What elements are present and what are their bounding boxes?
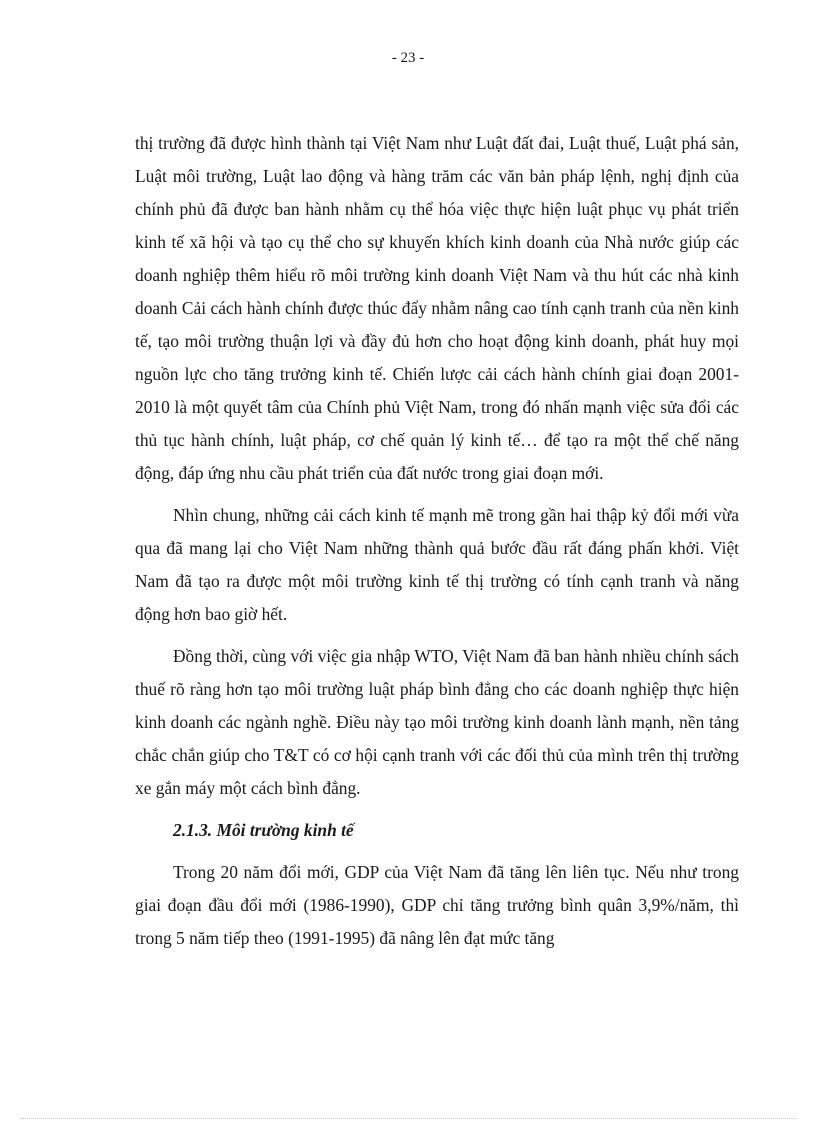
page-bottom-rule xyxy=(20,1118,796,1119)
paragraph-overview: Nhìn chung, những cải cách kinh tế mạnh mẽ trong gần hai thập kỷ đổi mới vừa qua đã mang lại cho Việt Nam những thành quả bước đầu rất đáng phấn khởi. Việt Nam đã tạo ra được một môi trường kinh tế thị trường có tính cạnh tranh và năng động hơn bao giờ hết. xyxy=(135,505,739,624)
paragraph-gdp: Trong 20 năm đổi mới, GDP của Việt Nam đã tăng lên liên tục. Nếu như trong giai đoạn đầu đổi mới (1986-1990), GDP chỉ tăng trưởng bình quân 3,9%/năm, thì trong 5 năm tiếp theo (1991-1995) đã nâng lên đạt mức tăng xyxy=(135,862,739,948)
page-number: - 23 - xyxy=(391,50,425,66)
document-body xyxy=(135,127,739,955)
section-heading-economic-environment: 2.1.3. Môi trường kinh tế xyxy=(173,820,354,840)
paragraph-wto: Đồng thời, cùng với việc gia nhập WTO, Việt Nam đã ban hành nhiều chính sách thuế rõ ràng hơn tạo môi trường luật pháp bình đẳng cho các doanh nghiệp thực hiện kinh doanh các ngành nghề. Điều này tạo môi trường kinh doanh lành mạnh, nền tảng chắc chắn giúp cho T&T có cơ hội cạnh tranh với các đối thủ của mình trên thị trường xe gắn máy một cách bình đẳng. xyxy=(135,646,739,798)
paragraph-legal-reform: thị trường đã được hình thành tại Việt Nam như Luật đất đai, Luật thuế, Luật phá sản, Luật môi trường, Luật lao động và hàng trăm các văn bản pháp lệnh, nghị định của chính phủ đã được ban hành nhằm cụ thể hóa việc thực hiện luật phục vụ phát triển kinh tế xã hội và tạo cụ thể cho sự khuyến khích kinh doanh của Nhà nước giúp các doanh nghiệp thêm hiểu rõ môi trường kinh doanh Việt Nam và thu hút các nhà kinh doanh Cải cách hành chính được thúc đẩy nhằm nâng cao tính cạnh tranh của nền kinh tế, tạo môi trường thuận lợi và đầy đủ hơn cho hoạt động kinh doanh, phát huy mọi nguồn lực cho tăng trưởng kinh tế. Chiến lược cải cách hành chính giai đoạn 2001-2010 là một quyết tâm của Chính phủ Việt Nam, trong đó nhấn mạnh việc sửa đổi các thủ tục hành chính, luật pháp, cơ chế quản lý kinh tế… để tạo ra một thể chế năng động, đáp ứng nhu cầu phát triển của đất nước trong giai đoạn mới. xyxy=(135,133,739,483)
